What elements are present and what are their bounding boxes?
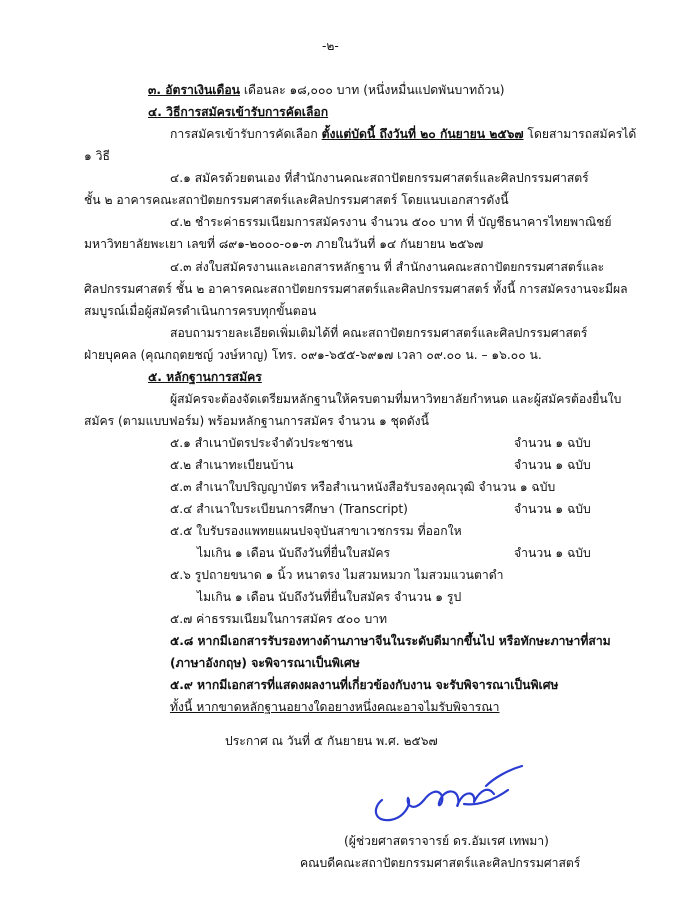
evidence-5-2-qty: จำนวน ๑ ฉบับ <box>514 458 591 472</box>
announcement-date: ประกาศ ณ วันที่ ๕ กันยายน พ.ศ. ๒๕๖๗ <box>225 734 438 748</box>
signer-name: (ผู้ช่วยศาสตราจารย์ ดร.อัมเรศ เทพมา) <box>344 834 549 848</box>
method-4-2-line2: มหาวิทยาลัยพะเยา เลขที่ ๘๙๑-๒๐๐๐-๐๑-๓ ภายในวันที่ ๑๔ กันยายน ๒๕๖๗ <box>84 237 484 251</box>
evidence-5-5-qty: จำนวน ๑ ฉบับ <box>514 546 591 560</box>
evidence-5-1: ๕.๑ สำเนาบัตรประจำตัวประชาชน <box>170 436 353 450</box>
evidence-5-4-qty: จำนวน ๑ ฉบับ <box>514 502 591 516</box>
evidence-5-8-line2: (ภาษาอังกฤษ) จะพิจารณาเป็นพิเศษ <box>170 656 360 670</box>
method-4-3-line3: สมบูรณ์เมื่อผู้สมัครดำเนินการครบทุกขั้นตอน <box>84 304 317 318</box>
method-4-3-line1: ๔.๓ ส่งใบสมัครงานและเอกสารหลักฐาน ที่ สำนักงานคณะสถาปัตยกรรมศาสตร์และ <box>170 260 605 274</box>
method-4-3-line2: ศิลปกรรมศาสตร์ ชั้น ๒ อาคารคณะสถาปัตยกรรมศาสตร์และศิลปกรรมศาสตร์ ทั้งนี้ การสมัครงานจะมีผล <box>84 282 628 296</box>
evidence-5-9: ๕.๙ หากมีเอกสารที่แสดงผลงานที่เกี่ยวข้องกับงาน จะรับพิจารณาเป็นพิเศษ <box>170 678 559 692</box>
intro-pre: การสมัครเข้ารับการคัดเลือก <box>170 127 322 141</box>
evidence-5-3: ๕.๓ สำเนาใบปริญญาบัตร หรือสำเนาหนังสือรับรองคุณวุฒิ จำนวน ๑ ฉบับ <box>170 480 556 494</box>
application-period: ตั้งแต่บัดนี้ ถึงวันที่ ๒๐ กันยายน ๒๕๖๗ <box>321 127 524 141</box>
salary-line <box>148 82 504 99</box>
evidence-5-8-line1: ๕.๘ หากมีเอกสารรับรองทางด้านภาษาจีนในระดับดีมากขึ้นไป หรือทักษะภาษาที่สาม <box>170 634 611 648</box>
salary-text: เดือนละ ๑๘,๐๐๐ บาท (หนึ่งหมื่นแปดพันบาทถ้วน) <box>240 83 505 97</box>
evidence-5-5-line1: ๕.๕ ใบรับรองแพทยแผนปจจุบันสาขาเวชกรรม ที่ออกให <box>170 524 462 538</box>
page-number: -๒- <box>322 39 339 53</box>
evidence-5-7: ๕.๗ ค่าธรรมเนียมในการสมัคร ๕๐๐ บาท <box>170 612 388 626</box>
signer-title: คณบดีคณะสถาปัตยกรรมศาสตร์และศิลปกรรมศาสตร์ <box>300 856 581 870</box>
evidence-5-2: ๕.๒ สำเนาทะเบียนบ้าน <box>170 458 294 472</box>
intro-post: โดยสามารถสมัครได้ <box>523 127 637 141</box>
application-intro <box>170 126 636 143</box>
salary-heading: ๓. อัตราเงินเดือน <box>148 83 241 97</box>
application-method-heading: ๔. วิธีการสมัครเข้ารับการคัดเลือก <box>148 105 329 119</box>
evidence-intro-line2: สมัคร (ตามแบบฟอร์ม) พร้อมหลักฐานการสมัคร จำนวน ๑ ชุดดังนี้ <box>84 414 429 428</box>
inquiry-line2: ฝ่ายบุคคล (คุณกฤตยชญ์ วงษ์หาญ) โทร. ๐๙๑-๖๕๕-๖๙๑๗ เวลา ๐๙.๐๐ น. – ๑๖.๐๐ น. <box>84 348 542 362</box>
inquiry-line1: สอบถามรายละเอียดเพิ่มเติมได้ที่ คณะสถาปัตยกรรมศาสตร์และศิลปกรรมศาสตร์ <box>170 326 588 340</box>
method-4-1-line2: ชั้น ๒ อาคารคณะสถาปัตยกรรมศาสตร์และศิลปกรรมศาสตร์ โดยแนบเอกสารดังนี้ <box>84 193 509 207</box>
method-4-2-line1: ๔.๒ ชำระค่าธรรมเนียมการสมัครงาน จำนวน ๕๐๐ บาท ที่ บัญชีธนาคารไทยพาณิชย์ <box>170 215 612 229</box>
method-4-1-line1: ๔.๑ สมัครด้วยตนเอง ที่สำนักงานคณะสถาปัตยกรรมศาสตร์และศิลปกรรมศาสตร์ <box>170 171 589 185</box>
evidence-intro-line1: ผู้สมัครจะต้องจัดเตรียมหลักฐานให้ครบตามที่มหาวิทยาลัยกำหนด และผู้สมัครต้องยื่นใบ <box>170 392 622 406</box>
evidence-heading: ๕. หลักฐานการสมัคร <box>148 370 262 384</box>
application-intro-line2: ๑ วิธี <box>84 149 110 163</box>
evidence-note: ทั้งนี้ หากขาดหลักฐานอยางใดอยางหนึ่งคณะอาจไมรับพิจารณา <box>170 700 500 714</box>
evidence-5-5-line2: ไมเกิน ๑ เดือน นับถึงวันที่ยื่นใบสมัคร <box>197 546 391 560</box>
handwritten-signature <box>368 760 528 830</box>
evidence-5-4: ๕.๔ สำเนาใบระเบียนการศึกษา (Transcript) <box>170 502 408 516</box>
evidence-5-6-line1: ๕.๖ รูปถายขนาด ๑ นิ้ว หนาตรง ไมสวมหมวก ไมสวมแวนตาดำ <box>170 568 504 582</box>
evidence-5-6-line2: ไมเกิน ๑ เดือน นับถึงวันที่ยื่นใบสมัคร จำนวน ๑ รูป <box>197 590 462 604</box>
evidence-5-1-qty: จำนวน ๑ ฉบับ <box>514 436 591 450</box>
